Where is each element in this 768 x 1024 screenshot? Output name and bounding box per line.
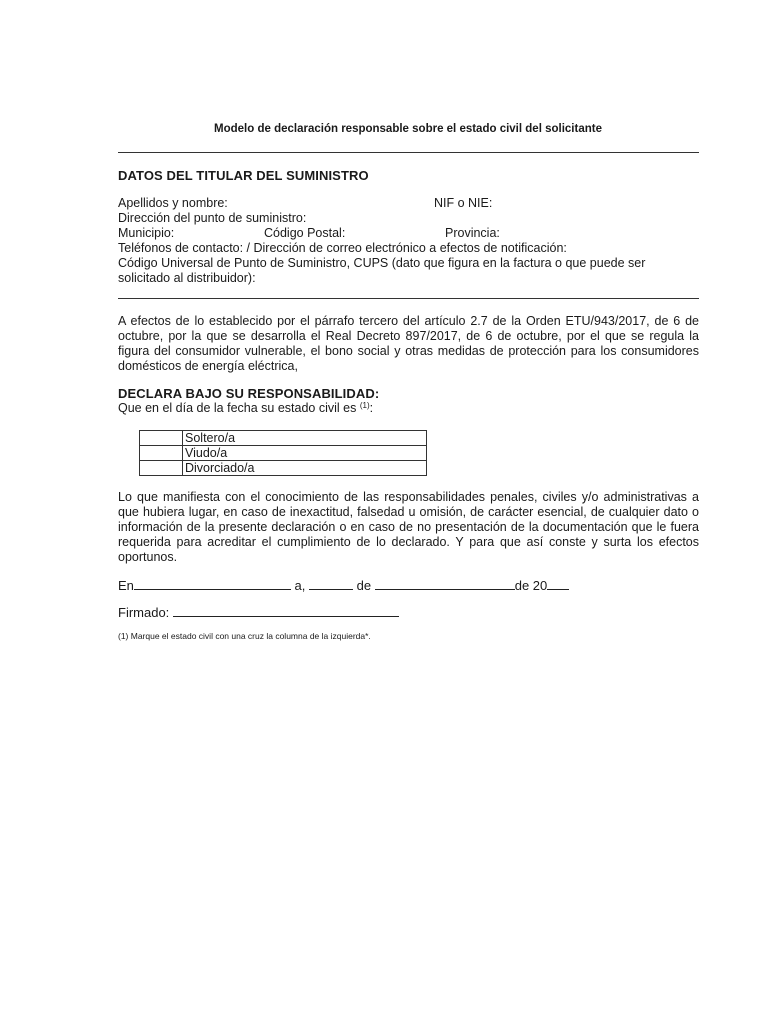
divider-middle [118,298,699,299]
place-field[interactable] [134,578,291,590]
place-label: En [118,578,134,593]
checkbox-soltero[interactable] [140,431,183,446]
signature-field[interactable] [173,605,399,617]
month-field[interactable] [375,578,515,590]
cups-label-continued: solicitado al distribuidor): [118,271,256,285]
signed-label: Firmado: [118,605,170,620]
cups-label: Código Universal de Punto de Suministro, CUPS (dato que figura en la factura o que puede ser [118,256,646,270]
holder-section-heading: DATOS DEL TITULAR DEL SUMINISTRO [118,168,369,183]
document-title: Modelo de declaración responsable sobre el estado civil del solicitante [214,123,602,135]
nif-label: NIF o NIE: [434,196,493,210]
month-label: de [356,578,372,593]
option-label: Divorciado/a [183,461,427,476]
year-label: de 20 [514,578,548,593]
civil-status-table [139,430,427,476]
name-label: Apellidos y nombre: [118,196,228,210]
footnote: (1) Marque el estado civil con una cruz la columna de la izquierda*. [118,631,371,641]
contact-label: Teléfonos de contacto: / Dirección de correo electrónico a efectos de notificación: [118,241,567,255]
declaration-statement-end: : [369,401,374,415]
table-row [140,431,427,446]
province-label: Provincia: [445,226,500,240]
declaration-heading: DECLARA BAJO SU RESPONSABILIDAD: [118,386,380,401]
checkbox-divorciado[interactable] [140,461,183,476]
divider-top [118,152,699,153]
municipality-label: Municipio: [118,226,175,240]
option-label: Soltero/a [183,431,427,446]
table-row [140,446,427,461]
day-field[interactable] [309,578,353,590]
declaration-statement-text: Que en el día de la fecha su estado civil es [118,401,357,415]
option-label: Viudo/a [183,446,427,461]
intro-paragraph: A efectos de lo establecido por el párrafo tercero del artículo 2.7 de la Orden ETU/943/2017, de 6 de octubre, por la que se desarrolla el Real Decreto 897/2017, de 6 de octubre, por el que se regula la figura del consumidor vulnerable, el bono social y otras medidas de protección para los consumidores domésticos de energía eléctrica, [118,314,699,373]
table-row [140,461,427,476]
day-label: a, [294,578,306,593]
address-label: Dirección del punto de suministro: [118,211,307,225]
signed-line [118,605,399,620]
closing-paragraph: Lo que manifiesta con el conocimiento de las responsabilidades penales, civiles y/o administrativas a que hubiera lugar, en caso de inexactitud, falsedad u omisión, de carácter esencial, de cualquier dato o información de la presente declaración o en caso de no presentación de la documentación que le fuera requerida para acreditar el cumplimiento de lo declarado. Y para que así conste y surta los efectos oportunos. [118,490,699,564]
postal-code-label: Código Postal: [264,226,346,240]
declaration-statement [118,401,373,416]
footnote-reference: (1) [359,401,370,410]
place-date-line [118,578,569,593]
year-field[interactable] [547,578,569,590]
checkbox-viudo[interactable] [140,446,183,461]
